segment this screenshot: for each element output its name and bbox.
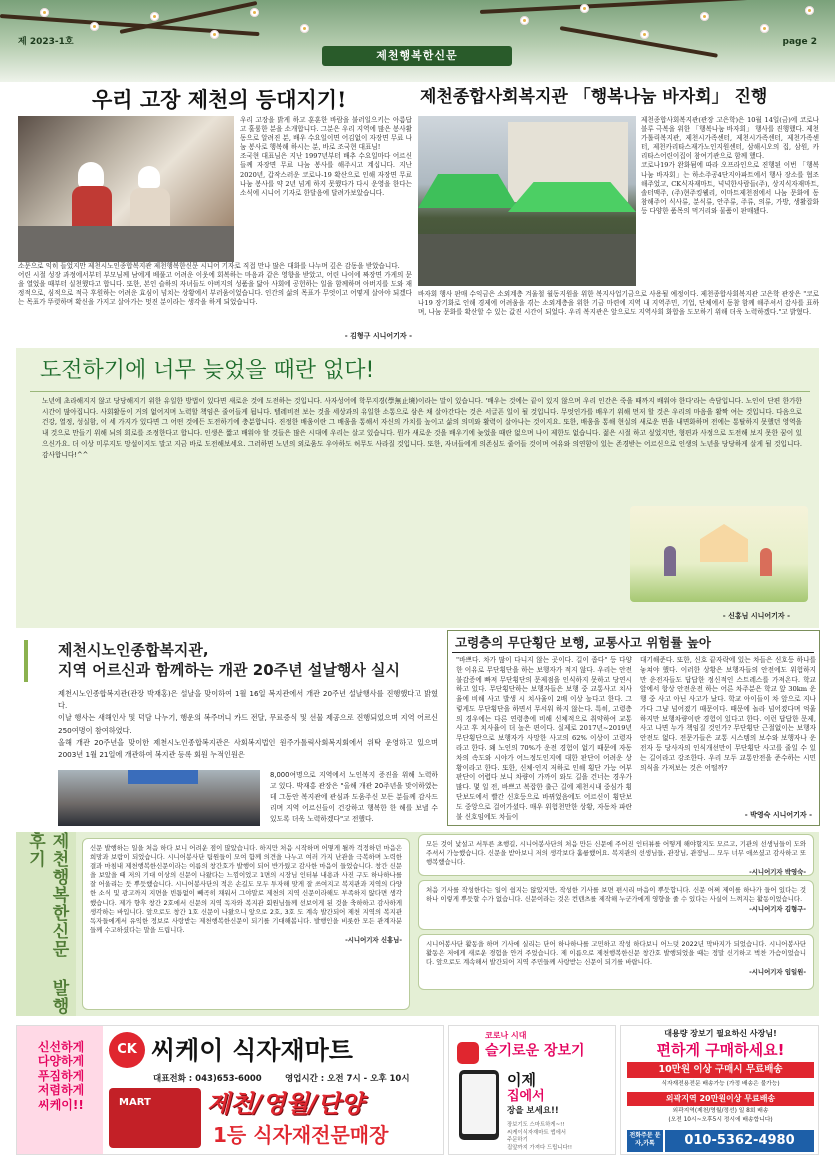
elder-figure [664,546,676,576]
review-card-3 [418,880,814,930]
article4-title-line1: 제천시노인종합복지관, [58,641,209,659]
ad-time: (오전 10시~오후5시 정시에 배송합니다) [668,1117,773,1123]
review-signature: -시니어기자 신홍님- [345,935,402,944]
article1-photo [18,116,234,262]
ad-hours: 영업시간 : 오전 7시 - 오후 10시 [285,1074,410,1084]
ad-sub: 식자재전용전문 배송가능 (가정 배송은 불가능) [661,1081,780,1087]
issue-number: 제 2023-1호 [18,37,74,47]
article3-illustration [630,506,808,602]
article1-title: 우리 고장 제천의 등대지기! [92,87,347,112]
article2-photo [418,116,636,286]
ad-slogan: 씨케이!! [38,1097,84,1112]
review-text: 모든 것이 낯설고 서투른 초행길, 시니어봉사단의 처음 만든 신문에 주어진 인터뷰를 어떻게 해야할지도 모르고, 기관의 선생님들이 도와주셔서 가능했습니다. 신문을 받아보니 저의 생각보다 훌륭했어요. 복지관의 선생님들, 관장님, 관장님... 모두 너무 애쓰셨고 감사하고 또 행복했습니다. [426,840,806,867]
phone-screen [462,1074,496,1134]
ad-call-label: 전화주문 문자,카톡 [627,1130,663,1152]
article4-body-top [58,688,438,761]
article4-paragraph: 올해 개관 20주년을 맞이한 제천시노인종합복지관은 사회복지법인 원주가톨릭사회복지회에서 위탁 운영하고 있으며 2003년 1월 21일에 개관하여 복지관 등록 회원 누적인원은 [58,737,438,760]
phone-mockup-icon [459,1070,499,1140]
ad-store-sign: MART [119,1097,151,1108]
review-signature: -시니어기자 박영숙- [749,868,806,877]
reviews-side-title: 제천행복한신문 발행 후기 [16,832,76,1016]
plum-blossom-icon [700,12,709,21]
ad-store-photo [109,1088,201,1148]
article5-body-left: "바쁘다. 차가 많이 다니지 않는 곳이다. 길이 좁다" 등 다양한 이유로 무단횡단을 하는 보행자가 적지 않다. 우리는 안전불감증에 빠져 무단횡단의 문제점을 인식하지 못하고 당연시하고 있다. 무단횡단하는 보행자들은 보행 중 교통사고 치사율에 비해 사고 발생 시 치사율이 2배 이상 높다고 한다. 그렇게도 무단횡단을 하면서 무서워 하지 않는다. 특히, 고령층의 경우에는 다른 연령층에 비해 신체적으로 취약하여 교통사고 후 치사율이 더 높은 편이다. 실제로 2017년~2019년 무단횡단으로 보행자가 사망한 사고의 62% 이상이 고령자라고 한다. 왜 노인의 70%가 운전 경험이 없기 때문에 자동차의 속도와 시야가 어느정도인지에 대한 판단이 어려운 상황이라고 한다. 또한, 신체·인지 저하로 인해 횡단 가능 여부 판단이 어렵다 보니 차량이 가까이 와도 길을 건너는 경우가 많다. 몇 일 전, 바쁘고 복잡한 출근 길에 제천시내 중심가 횡단보도에서 빨간 신호등으로 바뀌었음에도 어르신이 횡단보도 중앙으로 걸어가셨다. 매우 위험천만한 상황, 자동차 파란불 신호임에도 차들이 [456,656,632,821]
plum-blossom-icon [210,30,219,39]
ad-note: 장보기도 스마트하게~!! [507,1122,565,1128]
article1-byline: - 김형구 시니어기자 - [344,331,412,340]
review-signature: -시니어기자 김형구- [749,905,806,914]
review-card-1 [82,838,410,1010]
article2-paragraph: 제천종합사회복지관(관장 고은학)은 10월 14일(금)에 코로나블루 극복을 위한 「행복나눔 바자회」 행사를 진행했다. 제천가톨릭복지관, 제천시가족센터, 제천시가족센터, 제천가족센터, 제천카리타스재가노인지원센터, 삼해시오의 집, 삼원, 카리타스어린이집이 참여기관으로 함께 했다. [641,116,819,161]
ad-slogan: 푸짐하게 [37,1068,85,1083]
chef-hat-shape [138,166,160,188]
plum-blossom-icon [300,24,309,33]
article1-body-top [240,116,412,198]
article2-title: 제천종합사회복지관 「행복나눔 바자회」 진행 [420,87,768,107]
app-icon [457,1042,479,1064]
masthead: 제천행복한신문 [322,46,512,66]
header-band [0,0,835,82]
page-number: page 2 [782,37,817,47]
plum-blossom-icon [520,16,529,25]
article3-title: 도전하기에 너무 늦었을 때란 없다! [40,358,375,383]
review-text: 처음 기사를 작성한다는 일이 쉽지는 않았지만, 작성한 기사를 보면 편시리 마음이 뿌듯합니다. 신문 어쩌 제이를 하나가 들어 있다는 것 하나 이렇게 뿌듯할 수가 없습니다. 신문이라는 것은 컨텐츠를 제작해 누군가에게 영향을 줄 수 있다는 사실이 느껴지는 활동이었습니다. [426,886,806,904]
review-card-2 [418,834,814,876]
article5-body-right: 대기해준다. 또한, 신호 끝자락에 있는 차들은 신호등 하나를 놓쳐야 했다. 이러한 상황은 보행자들의 안전에도 위험하지만 운전자들도 답답한 정신적인 스트레스를 가져온다. 학교 앞에서 항상 안전운전 하는 어른 차주분은 학교 앞 30km 운행 중 사고 아닌 사고가 났다. 학교 아이들이 차 앞으로 지나가다 그냥 넘어졌기 때문이다. 때문에 놀라 넘어졌다며 억울하지만 보행차량이란 경험이 있다고 한다. 이런 답답한 문제, 사고 나면 누가 책임질 것인가? 무단횡단 근절없이는 보행자 안전도 없다. 전문가들은 교통 시스템의 보수와 보행자나 운전자 등 당사자의 인식개선만이 무단횡단 사고를 줄일 수 있는 길이라고 강조한다. 우리 모두 교통안전을 준수하는 시민의식을 가져보는 것은 어떨까? [640,656,816,772]
review-card-4 [418,934,814,990]
crowd-shape [418,234,636,286]
article2-body-top [641,116,819,216]
ad-home: 집에서 [507,1089,545,1104]
ad-note: 씨케이식자재마트 앱에서 [507,1129,566,1136]
article1-body-bottom [18,262,412,307]
plum-blossom-icon [150,12,159,21]
article2-paragraph: 코로나19가 완화됨에 따라 오프라인으로 진행된 이번 「행복나눔 바자회」는 하소주공4단지아파트에서 행사 장소를 협조해주었고, CK식자재마트, 넉넉한사람들(주), 상지식자재마트, 솔터맥주, (주)현주킹웰리, 이마트제천점에서 나눔 문화에 동참해주어 식사류, 분식류, 안주류, 주류, 의류, 가방, 생활잡화 등 다양한 품목의 먹거리와 물품이 판매됐다. [641,161,819,215]
branch-decoration [560,26,718,58]
ad-bulk-order[interactable] [620,1025,819,1155]
ad-note: 주문하기 [507,1137,528,1144]
article4-paragraph: 제천시노인종합복지관(관장 박재홍)은 설날을 맞이하여 1월 16일 복지관에서 개관 20주년 설날행사를 진행했다고 밝혔다. [58,689,438,711]
article5-title: 고령층의 무단횡단 보행, 교통사고 위험률 높아 [455,635,711,650]
article4-title-line2: 지역 어르신과 함께하는 개관 20주년 설날행사 실시 [58,661,401,679]
article4-body-right: 8,000여명으로 지역에서 노인복지 증진을 위해 노력하고 있다. 박재홍 관장은 "올해 개관 20주년을 맞이하였는데 그동안 복지관에 관심과 도움주신 모든 분들께 감사드리며 지역 어르신들이 건강하고 행복한 한 해를 보낼 수 있도록 더욱 노력하겠다"고 전했다. [270,771,438,823]
ad-slogans [23,1040,99,1112]
article4-photo [58,770,260,826]
title-marker-bar [24,640,28,682]
article3-byline: - 신홍님 시니어기자 - [722,612,790,620]
ad-phone: 대표전화 : 043)653-6000 [153,1074,262,1084]
ad-ck-mart[interactable] [16,1025,444,1155]
ad-slogan: 저렴하게 [37,1083,85,1098]
ad-now: 이제 [507,1071,536,1089]
review-text: 신문 발행하는 일을 처음 하다 보니 어려운 점이 많았습니다. 하지만 처음 시작하며 어떻게 될까 걱정하던 마음은 희망과 보람이 되었습니다. 시니어봉사단 팀원들이 모여 함께 의견을 나누고 여러 가지 난관을 극복하며 노력한 결과 마침내 제천행복한신문이라는 이름의 창간호가 발행이 되어 반가웠고 감사한 마음이 들었습니다. 창간 신문을 보았을 때 저의 기대 이상의 신문이 나왔다는 느낌이었고 1면의 시장님 인터뷰 내용과 사진 구도 하나하나를 잘 어울리는 듯 뿌듯했습니다. 시니어봉사단의 적은 손길도 모두 투자해 맞게 잘 쓰여지고 복지관과 지역의 다양한 소식 및 광고까지 지면을 빈틈없이 빼곡히 채워서 그야말로 제천의 지역 신문이라해도 부족하지 않다면 생각했습니다. 제가 향후 창간 2호에서 신문의 지역 독자와 복지관 회원님들께 선보이게 된 것을 축하하고 감사하게 생각하는 바입니다. 앞으로도 창간 1호 신문이 나왔으니 앞으로 2호, 3호 도 계속 발간되어 제천 지역의 복지관 독자들에게서 유익한 정보로 사랑받는 제천행복한신문이 되기를 기대해봅니다. 발행인을 비롯한 모든 관계자분들께 수고하셨다는 말을 드립니다. [90,844,402,934]
plum-blossom-icon [760,24,769,33]
plum-blossom-icon [580,4,589,13]
ad-outer-sub: 외곽지역(제천/영월/정선) 일 8회 배송 [672,1108,769,1114]
ad-smart-shopping[interactable] [448,1025,616,1155]
article5-byline: - 박영숙 시니어기자 - [744,810,812,819]
kitchen-counter [18,226,234,262]
branch-decoration [480,0,835,14]
ad-note: 집앞까지 가져다 드립니다!! [507,1144,573,1151]
article4-paragraph: 이날 행사는 새해인사 및 덕담 나누기, 행운의 복주머니 카드 전달, 무료증식 및 선물 제공으로 진행되었으며 지역 어르신 250여명이 참여하였다. [58,713,438,735]
ad-slogan: 신선하게 [37,1040,85,1054]
chef-hat-shape [78,162,104,188]
article4-title-marker [24,640,48,682]
ad-question: 대용량 장보기 필요하신 사장님! [664,1029,777,1038]
ad-see: 장을 보세요!! [507,1106,559,1116]
plum-blossom-icon [90,22,99,31]
article1-paragraph: 소문으로 익히 들었지만 제천시노인종합복지관 제천행복한신문 시니어 기자로 직접 만나 많은 대화를 나누며 깊은 감동을 받았습니다. [18,262,400,270]
plum-blossom-icon [40,8,49,17]
ad-headline: 편하게 구매하세요! [656,1041,785,1059]
article2-body-bottom: 바자회 행사 판매 수익금은 소외계층 겨울철 월동지원을 위한 복지사업기금으로 사용될 예정이다. 제천종합사회복지관 고은학 관장은 "코로나19 장기화로 인해 경제에 어려움을 겪는 소외계층을 위한 기금 마련에 지역 내 지역주민, 기업, 단체에서 동참 함께 해주셔서 감사를 표하며, 나눔 문화를 확산할 수 있는 값진 시간이 되었다. 우리 복지관은 앞으로도 지역사회 화합을 도모하기 위해 더욱 노력하겠다."고 밝혔다. [418,290,819,317]
plum-blossom-icon [640,30,649,39]
green-tent [418,174,518,208]
house-shape [700,524,748,562]
article3-body: 노년에 초라해지지 않고 당당해지기 위한 유일한 방법이 있다면 새로운 것에 도전하는 것입니다. 사자성어에 학무지경(學無止境)이라는 말이 있습니다. '배우는 것에는 끝이 있지 않으며 우리 인간은 죽을 때까지 배워야 한다'라는 속담입니다. 노인이 단편 한가한 시간이 많아집니다. 사회활동이 거의 없어지며 노력할 책임은 줄어들게 됩니다. 텔레비전 보는 것을 세상과의 유일한 소통으로 삼은 채 살아간다는 것은 서글픈 일이 될 것입니다. 무엇인가를 배우기 위해 먼저 할 것은 우리의 마음을 활짝 여는 것입니다. 다음으로 건강, 열정, 성실함, 이 세 가지가 있다면 그 어떤 것에든 도전하기에 충분합니다. 진정한 배움이란 그 배움을 통해서 자신의 가치를 높이고 삶의 의미와 활력이 살아나는 것이지요. 또한, 배움을 통해 현실의 새로운 면을 내면화하며 전에는 통탈하지 못했던 영역을 내 것으로 만들기 위해 뇌의 회로를 조정한다고 합니다. 인생은 짧고 배워야 할 것들은 많은 시대에 우리는 살고 있습니다. 뭔가 새로운 것을 배우기에 늦었을 때란 없으며 나이 제한도 없습니다. 젊은 시절 하고 싶었지만, 형편과 사정으로 도전해 보지 못한 꿈이 있으신가요. 더 이상 미루지도 망설이지도 말고 지금 바로 도전해보세요. 그러하면 노년의 외로움도 우아하도 허무도 사라질 것입니다. 또한, 자녀들에게 의존심도 줄어들 것이며 여유와 의연함이 있는 존경받는 어르신으로 인생의 노년을 당당하게 살게 될 것입니다. 감사합니다!^^ [42,397,802,459]
ad-covid-label: 코로나 시대 [485,1031,527,1040]
ad-notes [507,1122,613,1152]
article1-paragraph: 어린 시절 성장 과정에서부터 부모님께 남에게 베풀고 어려운 이웃에 회복하는 마음과 같은 영향을 받았고, 어린 나이에 짜장면 가게의 문을 열었을 때부터 실천했다고 합니다. 또한, 본인 슬하의 자녀들도 아버지의 성품을 닮아 사회에 공헌하는 일을 함께하며 아버지를 도와 재정적으로, 심적으로 적극 후원하는 어려운 효심이 넘치는 상황에서 부러움이었습니다. 인간의 삶의 목표가 무엇이고 어떻게 살아야 되겠다는 목표가 뚜렷하며 확신을 가지고 살아가는 멋진 분이라는 생각을 하게 되었습니다. [18,271,412,307]
article1-paragraph: 우리 고장을 밝게 하고 훈훈한 바람을 불러일으키는 아름답고 훌륭한 분을 소개합니다. 그분은 우리 지역에 많은 봉사활동으로 알려진 분, 배우 수요일이면 어김없이 자장면 무료 나눔 봉사로 행복해 하시는 분, 바로 조국현 대표님! [240,116,412,152]
article1-paragraph: 조국현 대표님은 지난 1997년부터 배추 수요일마다 어르신들께 자장면 무료 나눔 봉사를 해주시고 계십니다. 지난 2020년, 갑작스러운 코로나-19 확산으로 인해 자장면 무료 나눔 봉사를 약 2년 넘게 하지 못했다가 다시 운영을 한다는 소식에 시니어 기자로 한달음에 달려가보았습니다. [240,152,412,197]
review-text: 시니어봉사단 활동을 하며 기사에 실리는 단어 하나하나를 고민하고 작성 하다보니 어느덧 2022년 막바지가 되었습니다. 시니어봉사단 활동은 저에게 새로운 경험을 안겨 주었습니다. 제 이름으로 제천행복한신문 창간호 발행되었을 때는 정말 신기하고 벅찬 가슴이었습니다. 앞으로도 계속해서 발간되어 지역 주민들께 사랑받는 신문이 되기를 바랍니다. [426,940,806,967]
ad-outer-delivery: 외곽지역 20만원이상 무료배송 [627,1092,814,1106]
ad-regions: 제천/영월/단양 [207,1090,364,1118]
branch-decoration [0,14,260,36]
ck-logo-icon: CK [109,1032,145,1068]
ad-slogan: 다양하게 [37,1054,85,1069]
ad-mart-name: 씨케이 식자재마트 [151,1036,353,1065]
banner-shape [128,770,198,784]
elder-figure [760,548,772,576]
plum-blossom-icon [805,6,814,15]
ad-headline: 슬기로운 장보기 [485,1043,585,1059]
ad-tagline: 1등 식자재전문매장 [213,1123,389,1147]
plum-blossom-icon [250,8,259,17]
ad-phone[interactable]: 010-5362-4980 [665,1130,814,1152]
article5-rule [452,652,814,653]
ad-free-delivery: 10만원 이상 구매시 무료배송 [627,1062,814,1078]
review-signature: -시니어기자 임일원- [749,968,806,977]
